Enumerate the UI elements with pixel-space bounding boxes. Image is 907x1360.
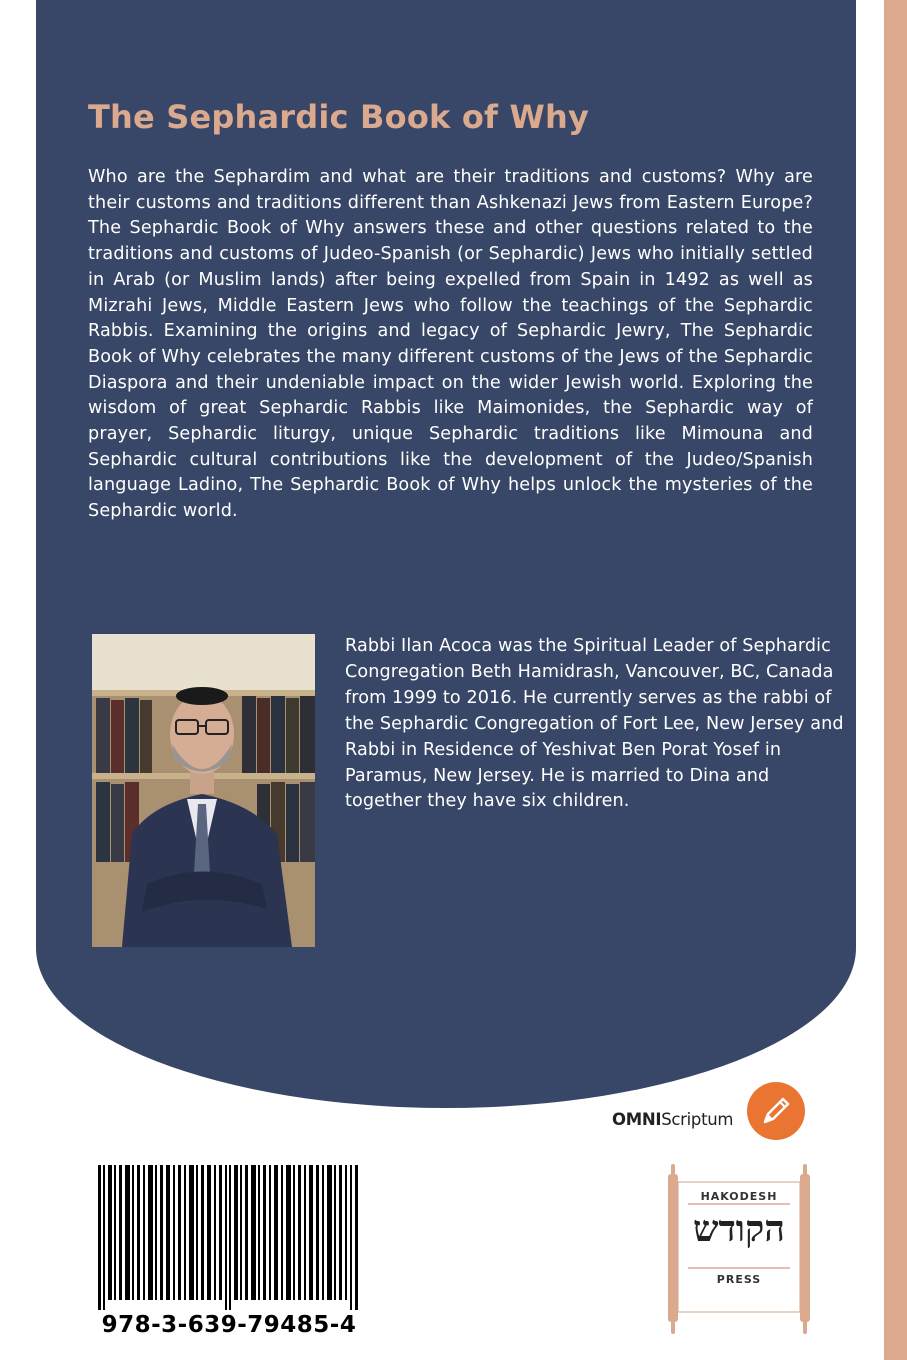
omniscriptum-wordmark <box>612 1110 733 1129</box>
omni-regular-text: Scriptum <box>661 1110 734 1129</box>
omniscriptum-logo <box>612 1082 812 1142</box>
hakodesh-press-logo <box>664 1160 814 1345</box>
author-bio: Rabbi Ilan Acoca was the Spiritual Leader of Sephardic Congregation Beth Hamidrash, Vancouver, BC, Canada from 1999 to 2016. He currently serves as the rabbi of the Sephardic Congregation of Fort Lee, New Jersey and Rabbi in Residence of Yeshivat Ben Porat Yosef in Paramus, New Jersey. He is married to Dina and together they have six children. <box>345 636 844 812</box>
book-description: Who are the Sephardim and what are their traditions and customs? Why are their customs and traditions different than Ashkenazi Jews from Eastern Europe? The Sephardic Book of Why answers these and other questions related to the traditions and customs of Judeo-Spanish (or Sephardic) Jews who initially settled in Arab (or Muslim lands) after being expelled from Spain in 1492 as well as Mizrahi Jews, Middle Eastern Jews who follow the teachings of the Sephardic Rabbis. Examining the origins and legacy of Sephardic Jewry, The Sephardic Book of Why celebrates the many different customs of the Jews of the Sephardic Diaspora and their undeniable impact on the wider Jewish world. Exploring the wisdom of great Sephardic Rabbis like Maimonides, the Sephardic way of prayer, Sephardic liturgy, unique Sephardic traditions like Mimouna and Sephardic cultural contributions like the development of the Judeo/Spanish language Ladino, The Sephardic Book of Why helps unlock the mysteries of the Sephardic world. <box>88 167 813 522</box>
hakodesh-top-text: HAKODESH <box>700 1190 778 1203</box>
torah-scroll-icon <box>664 1160 814 1345</box>
omni-bold-text: OMNI <box>612 1110 662 1129</box>
barcode <box>98 1165 360 1310</box>
pencil-icon <box>747 1082 805 1140</box>
hakodesh-hebrew-text: הקודש <box>693 1208 785 1250</box>
hakodesh-bottom-text: PRESS <box>716 1273 762 1286</box>
author-portrait-illustration <box>92 634 315 947</box>
book-title: The Sephardic Book of Why <box>88 98 590 136</box>
book-spine-edge <box>884 0 907 1360</box>
author-photo <box>92 634 315 947</box>
isbn-number: 978-3-639-79485-4 <box>101 1312 357 1338</box>
